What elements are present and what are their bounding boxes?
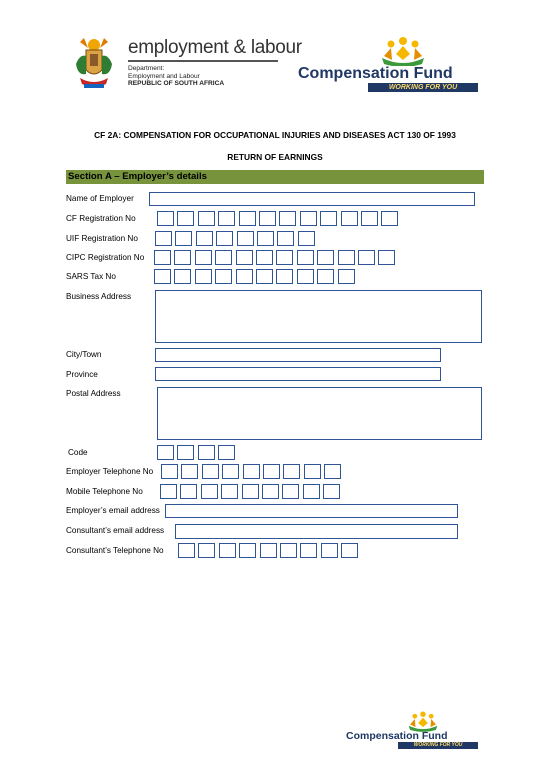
fund-title: Compensation Fund xyxy=(298,65,453,82)
digit-box[interactable] xyxy=(221,484,238,499)
postal-address-field[interactable] xyxy=(157,387,482,440)
business-address-label: Business Address xyxy=(66,292,132,301)
cipc-registration-label: CIPC Registration No xyxy=(66,253,145,262)
consultant-telephone-field[interactable] xyxy=(178,543,362,558)
form-title: CF 2A: COMPENSATION FOR OCCUPATIONAL INJURIES AND DISEASES ACT 130 OF 1993 xyxy=(94,130,456,140)
digit-box[interactable] xyxy=(304,464,321,479)
digit-box[interactable] xyxy=(277,231,294,246)
digit-box[interactable] xyxy=(178,543,195,558)
digit-box[interactable] xyxy=(341,211,358,226)
digit-box[interactable] xyxy=(160,484,177,499)
digit-box[interactable] xyxy=(324,464,341,479)
digit-box[interactable] xyxy=(263,464,280,479)
digit-box[interactable] xyxy=(276,250,293,265)
digit-box[interactable] xyxy=(358,250,375,265)
city-field[interactable] xyxy=(155,348,441,362)
digit-box[interactable] xyxy=(282,484,299,499)
digit-box[interactable] xyxy=(361,211,378,226)
people-icon xyxy=(378,36,428,66)
digit-box[interactable] xyxy=(256,250,273,265)
digit-box[interactable] xyxy=(276,269,293,284)
digit-box[interactable] xyxy=(317,250,334,265)
digit-box[interactable] xyxy=(219,543,236,558)
form-subtitle: RETURN OF EARNINGS xyxy=(227,152,323,162)
digit-box[interactable] xyxy=(341,543,358,558)
digit-box[interactable] xyxy=(154,269,171,284)
code-label: Code xyxy=(68,448,88,457)
consultant-email-field[interactable] xyxy=(175,524,458,539)
employer-name-label: Name of Employer xyxy=(66,194,134,203)
employer-name-field[interactable] xyxy=(149,192,475,206)
digit-box[interactable] xyxy=(198,543,215,558)
digit-box[interactable] xyxy=(323,484,340,499)
coat-of-arms-logo xyxy=(66,34,122,92)
digit-box[interactable] xyxy=(222,464,239,479)
digit-box[interactable] xyxy=(239,211,256,226)
uif-registration-field[interactable] xyxy=(155,231,318,246)
digit-box[interactable] xyxy=(196,231,213,246)
uif-registration-label: UIF Registration No xyxy=(66,234,138,243)
footer-fund-title: Compensation Fund xyxy=(346,730,448,742)
digit-box[interactable] xyxy=(279,211,296,226)
sars-tax-field[interactable] xyxy=(154,269,358,284)
digit-box[interactable] xyxy=(260,543,277,558)
mobile-telephone-field[interactable] xyxy=(160,484,344,499)
digit-box[interactable] xyxy=(195,269,212,284)
mobile-telephone-label: Mobile Telephone No xyxy=(66,487,143,496)
digit-box[interactable] xyxy=(177,445,194,460)
consultant-telephone-label: Consultant’s Telephone No xyxy=(66,546,164,555)
digit-box[interactable] xyxy=(262,484,279,499)
digit-box[interactable] xyxy=(283,464,300,479)
employer-telephone-label: Employer Telephone No xyxy=(66,467,154,476)
digit-box[interactable] xyxy=(242,484,259,499)
compensation-fund-logo xyxy=(298,36,484,94)
digit-box[interactable] xyxy=(303,484,320,499)
fund-tagline: WORKING FOR YOU xyxy=(368,83,478,92)
department-branding xyxy=(128,38,302,88)
employer-email-label: Employer’s email address xyxy=(66,506,160,515)
province-label: Province xyxy=(66,370,98,379)
digit-box[interactable] xyxy=(198,211,215,226)
digit-box[interactable] xyxy=(174,269,191,284)
digit-box[interactable] xyxy=(237,231,254,246)
digit-box[interactable] xyxy=(215,269,232,284)
department-line-3: REPUBLIC OF SOUTH AFRICA xyxy=(128,80,225,88)
footer-fund-tagline: WORKING FOR YOU xyxy=(398,742,478,749)
department-divider xyxy=(128,60,278,62)
digit-box[interactable] xyxy=(297,269,314,284)
digit-box[interactable] xyxy=(154,250,171,265)
province-field[interactable] xyxy=(155,367,441,381)
digit-box[interactable] xyxy=(157,211,174,226)
employer-telephone-field[interactable] xyxy=(161,464,345,479)
digit-box[interactable] xyxy=(155,231,172,246)
cipc-registration-field[interactable] xyxy=(154,250,399,265)
digit-box[interactable] xyxy=(157,445,174,460)
digit-box[interactable] xyxy=(216,231,233,246)
digit-box[interactable] xyxy=(181,464,198,479)
people-icon xyxy=(406,710,440,732)
department-name: employment & labour xyxy=(128,37,302,58)
digit-box[interactable] xyxy=(218,211,235,226)
digit-box[interactable] xyxy=(257,231,274,246)
digit-box[interactable] xyxy=(174,250,191,265)
section-a-header: Section A – Employer’s details xyxy=(66,170,484,184)
digit-box[interactable] xyxy=(202,464,219,479)
department-line-1: Department: xyxy=(128,65,165,72)
digit-box[interactable] xyxy=(195,250,212,265)
digit-box[interactable] xyxy=(298,231,315,246)
digit-box[interactable] xyxy=(259,211,276,226)
business-address-field[interactable] xyxy=(155,290,482,343)
digit-box[interactable] xyxy=(198,445,215,460)
digit-box[interactable] xyxy=(300,543,317,558)
footer-compensation-fund-logo xyxy=(346,710,486,750)
digit-box[interactable] xyxy=(381,211,398,226)
digit-box[interactable] xyxy=(256,269,273,284)
postal-address-label: Postal Address xyxy=(66,389,121,398)
digit-box[interactable] xyxy=(218,445,235,460)
digit-box[interactable] xyxy=(215,250,232,265)
digit-box[interactable] xyxy=(201,484,218,499)
cf-registration-label: CF Registration No xyxy=(66,214,136,223)
consultant-email-label: Consultant’s email address xyxy=(66,526,165,535)
digit-box[interactable] xyxy=(378,250,395,265)
digit-box[interactable] xyxy=(161,464,178,479)
city-label: City/Town xyxy=(66,350,102,359)
digit-box[interactable] xyxy=(236,250,253,265)
department-line-2: Employment and Labour xyxy=(128,72,200,80)
digit-box[interactable] xyxy=(320,211,337,226)
sars-tax-label: SARS Tax No xyxy=(66,272,116,281)
digit-box[interactable] xyxy=(177,211,194,226)
digit-box[interactable] xyxy=(280,543,297,558)
digit-box[interactable] xyxy=(321,543,338,558)
digit-box[interactable] xyxy=(300,211,317,226)
digit-box[interactable] xyxy=(317,269,334,284)
digit-box[interactable] xyxy=(297,250,314,265)
digit-box[interactable] xyxy=(236,269,253,284)
digit-box[interactable] xyxy=(239,543,256,558)
digit-box[interactable] xyxy=(243,464,260,479)
digit-box[interactable] xyxy=(180,484,197,499)
cf-registration-field[interactable] xyxy=(157,211,402,226)
digit-box[interactable] xyxy=(338,250,355,265)
digit-box[interactable] xyxy=(175,231,192,246)
digit-box[interactable] xyxy=(338,269,355,284)
employer-email-field[interactable] xyxy=(165,504,458,518)
code-field[interactable] xyxy=(157,445,239,460)
